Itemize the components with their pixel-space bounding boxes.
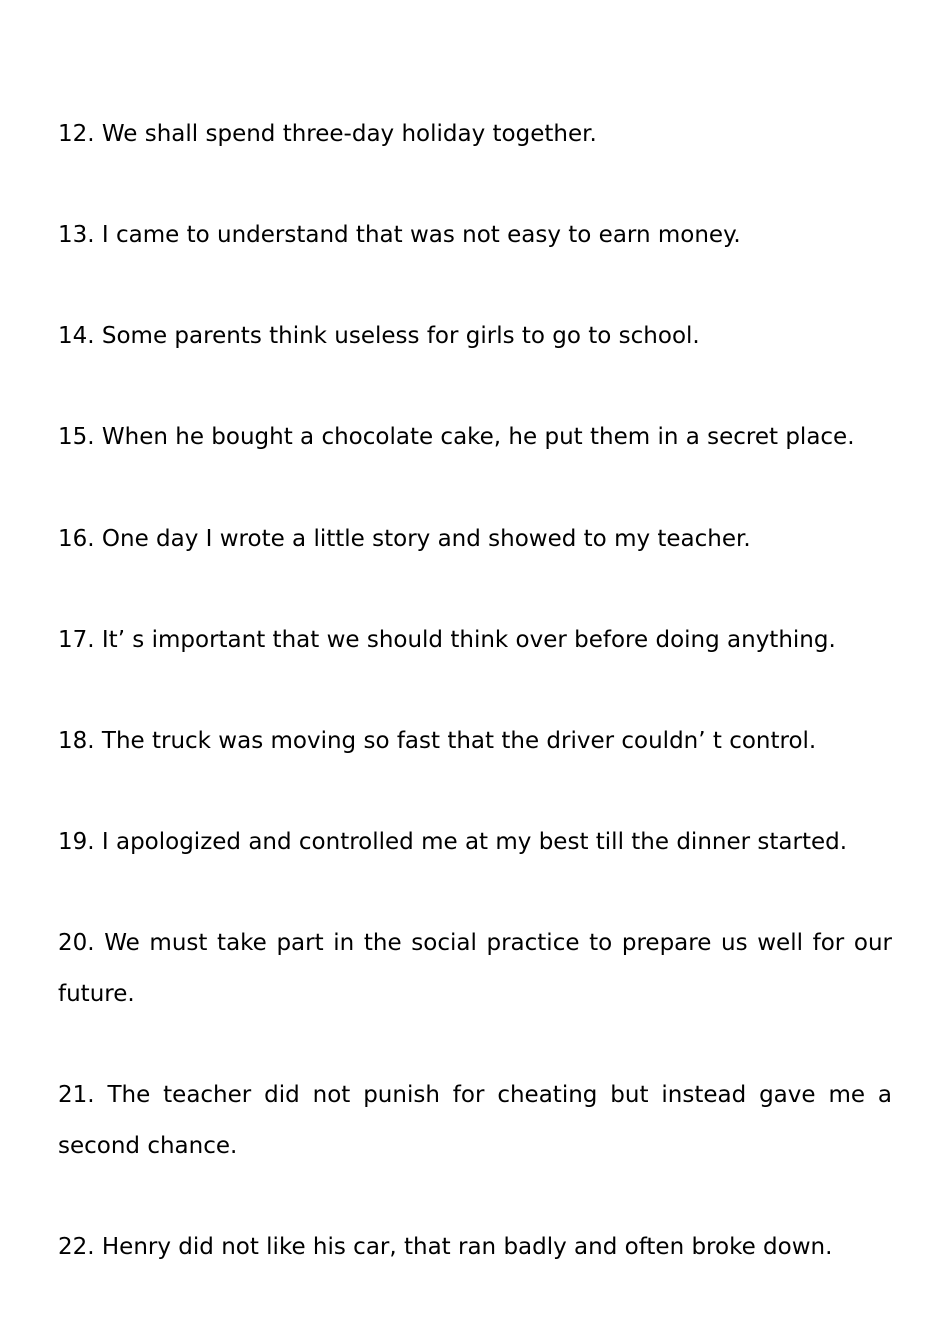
sentence-15: 15. When he bought a chocolate cake, he put them in a secret place.	[58, 424, 855, 450]
sentence-16: 16. One day I wrote a little story and showed to my teacher.	[58, 526, 751, 552]
sentence-18: 18. The truck was moving so fast that the driver couldn’ t control.	[58, 728, 817, 754]
sentence-21: 21. The teacher did not punish for cheating but instead gave me a second chance.	[58, 1082, 892, 1159]
sentence-13: 13. I came to understand that was not easy to earn money.	[58, 222, 741, 248]
sentence-14: 14. Some parents think useless for girls to go to school.	[58, 323, 700, 349]
sentence-20: 20. We must take part in the social practice to prepare us well for our future.	[58, 930, 892, 1007]
sentence-19: 19. I apologized and controlled me at my best till the dinner started.	[58, 829, 848, 855]
sentence-22: 22. Henry did not like his car, that ran badly and often broke down.	[58, 1234, 833, 1260]
sentence-17: 17. It’ s important that we should think over before doing anything.	[58, 627, 836, 653]
sentence-12: 12. We shall spend three-day holiday together.	[58, 121, 597, 147]
